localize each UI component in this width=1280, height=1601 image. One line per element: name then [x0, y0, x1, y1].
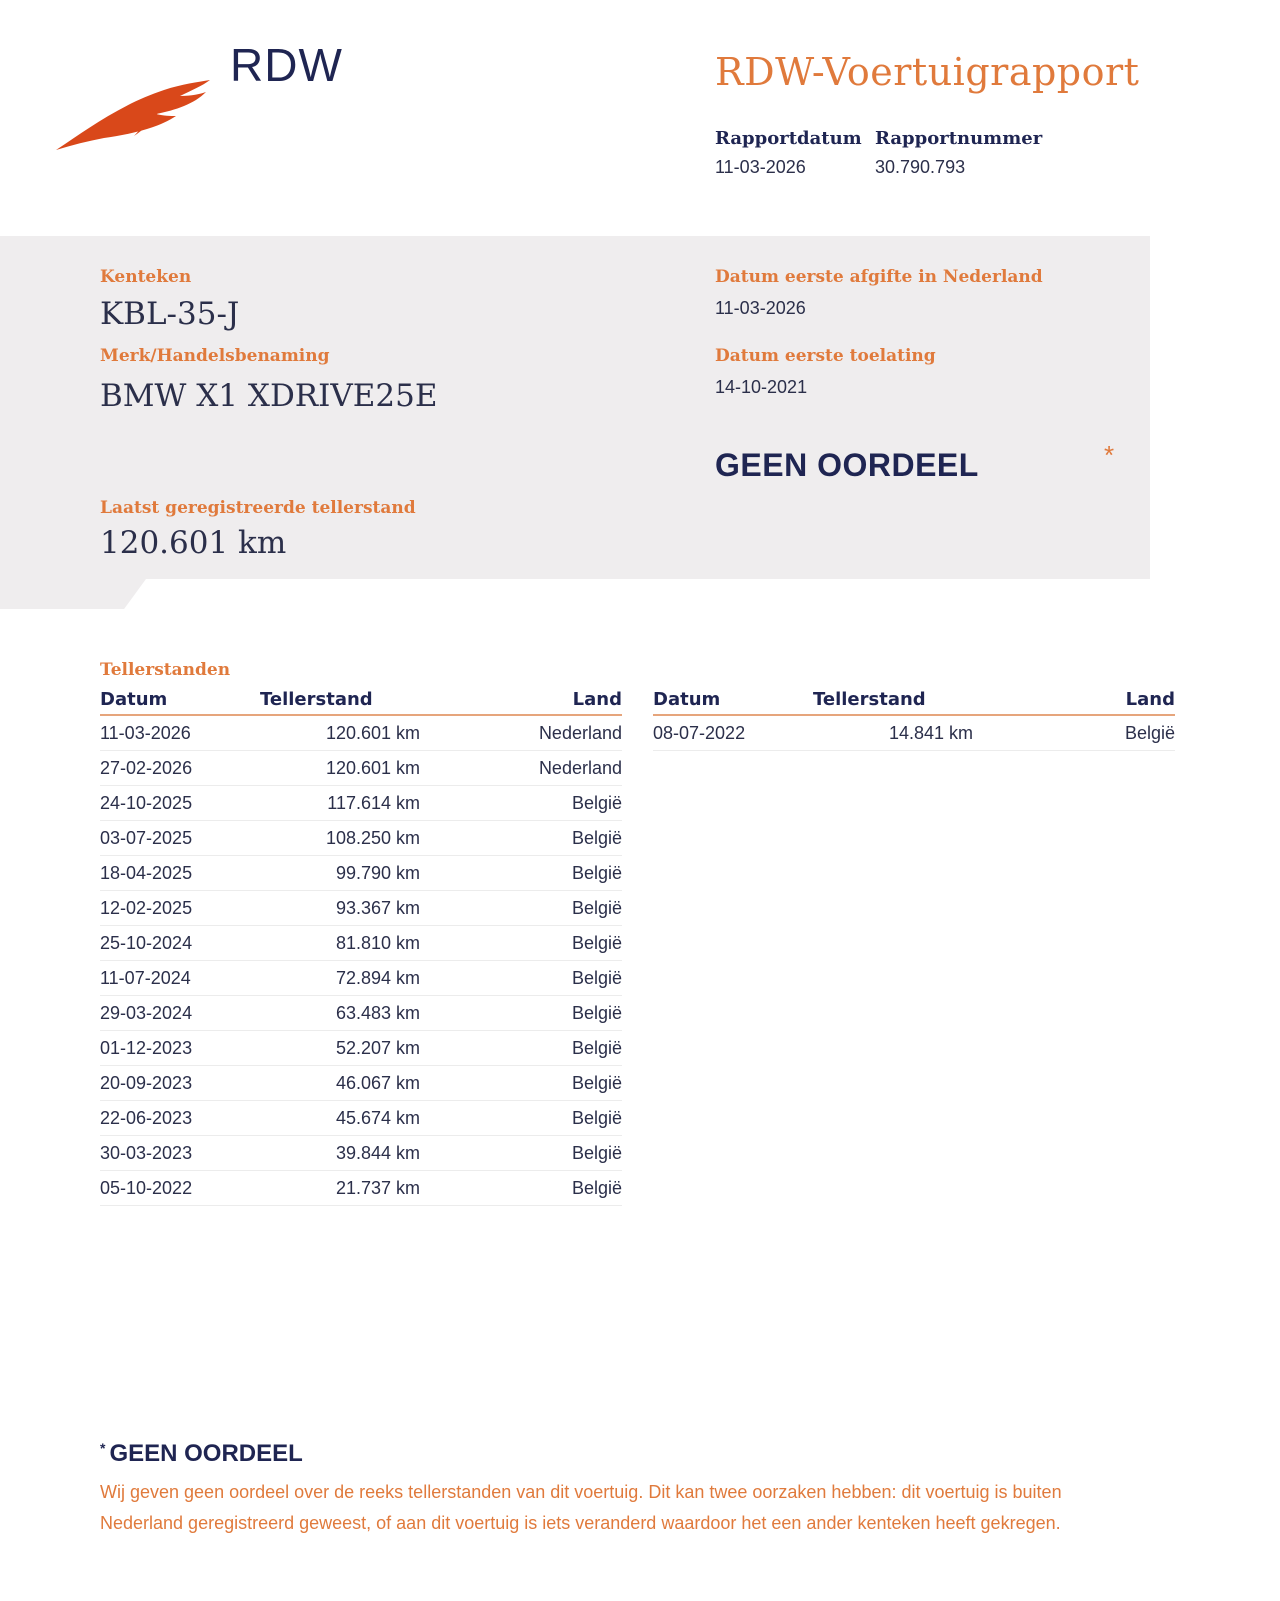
row-country: België — [420, 1101, 622, 1136]
table-row — [653, 715, 1175, 751]
plate-value: KBL-35-J — [100, 296, 240, 332]
row-odometer: 14.841 km — [813, 715, 973, 751]
odometer-table-right — [653, 689, 1175, 751]
row-country: België — [420, 1066, 622, 1101]
row-country: België — [420, 1031, 622, 1066]
row-date: 01-12-2023 — [100, 1031, 260, 1066]
row-country: België — [420, 1171, 622, 1206]
row-odometer: 99.790 km — [260, 856, 420, 891]
verdict-status: GEEN OORDEEL — [715, 447, 979, 483]
column-header-odometer: Tellerstand — [260, 689, 420, 715]
row-odometer: 108.250 km — [260, 821, 420, 856]
table-row — [100, 996, 622, 1031]
row-date: 30-03-2023 — [100, 1136, 260, 1171]
column-header-date: Datum — [653, 689, 813, 715]
row-odometer: 120.601 km — [260, 751, 420, 786]
row-date: 05-10-2022 — [100, 1171, 260, 1206]
odometer-label: Laatst geregistreerde tellerstand — [100, 498, 416, 518]
odometer-value: 120.601 km — [100, 525, 287, 561]
column-header-country: Land — [420, 689, 622, 715]
footnote-text: Wij geven geen oordeel over de reeks tellerstanden van dit voertuig. Dit kan twee oorzaken hebben: dit voertuig is buiten Nederland geregistreerd geweest, of aan dit voertuig is iets veranderd waardoor het een ander kenteken heeft gekregen. — [100, 1482, 1062, 1533]
table-row — [100, 786, 622, 821]
row-date: 18-04-2025 — [100, 856, 260, 891]
table-row — [100, 856, 622, 891]
panel-tab-decoration — [0, 579, 146, 609]
row-odometer: 52.207 km — [260, 1031, 420, 1066]
row-odometer: 120.601 km — [260, 715, 420, 751]
table-row — [100, 1101, 622, 1136]
odometer-readings-heading: Tellerstanden — [100, 660, 231, 680]
row-country: België — [420, 961, 622, 996]
row-odometer: 45.674 km — [260, 1101, 420, 1136]
row-date: 29-03-2024 — [100, 996, 260, 1031]
make-label: Merk/Handelsbenaming — [100, 346, 330, 366]
row-odometer: 21.737 km — [260, 1171, 420, 1206]
row-date: 27-02-2026 — [100, 751, 260, 786]
table-row — [100, 891, 622, 926]
table-row — [100, 715, 622, 751]
report-date: 11-03-2026 — [715, 157, 806, 177]
first-admission-value: 14-10-2021 — [715, 377, 808, 397]
row-date: 20-09-2023 — [100, 1066, 260, 1101]
first-nl-label: Datum eerste afgifte in Nederland — [715, 267, 1043, 287]
footnote-title-text: GEEN OORDEEL — [109, 1440, 303, 1467]
row-date: 22-06-2023 — [100, 1101, 260, 1136]
table-row — [100, 961, 622, 996]
row-country: Nederland — [420, 715, 622, 751]
row-odometer: 117.614 km — [260, 786, 420, 821]
column-header-odometer: Tellerstand — [813, 689, 973, 715]
first-nl-value: 11-03-2026 — [715, 298, 806, 318]
column-header-date: Datum — [100, 689, 260, 715]
row-date: 08-07-2022 — [653, 715, 813, 751]
table-row — [100, 1031, 622, 1066]
row-odometer: 72.894 km — [260, 961, 420, 996]
footnote-title — [100, 1440, 303, 1468]
report-date-label: Rapportdatum — [715, 128, 862, 149]
row-odometer: 39.844 km — [260, 1136, 420, 1171]
report-title: RDW-Voertuigrapport — [715, 50, 1140, 94]
table-row — [100, 1171, 622, 1206]
report-number-label: Rapportnummer — [875, 128, 1043, 149]
verdict-footnote-marker: * — [1104, 440, 1115, 470]
row-odometer: 93.367 km — [260, 891, 420, 926]
table-row — [100, 1066, 622, 1101]
footnote-marker: * — [100, 1440, 106, 1456]
row-date: 11-07-2024 — [100, 961, 260, 996]
brand-name: RDW — [230, 39, 343, 91]
row-date: 12-02-2025 — [100, 891, 260, 926]
row-country: België — [420, 1136, 622, 1171]
odometer-table-left — [100, 689, 622, 1206]
row-odometer: 81.810 km — [260, 926, 420, 961]
make-value: BMW X1 XDRIVE25E — [100, 378, 438, 414]
row-country: België — [973, 715, 1175, 751]
row-country: België — [420, 996, 622, 1031]
row-date: 03-07-2025 — [100, 821, 260, 856]
column-header-country: Land — [973, 689, 1175, 715]
row-country: België — [420, 821, 622, 856]
row-odometer: 63.483 km — [260, 996, 420, 1031]
table-row — [100, 1136, 622, 1171]
row-odometer: 46.067 km — [260, 1066, 420, 1101]
plate-label: Kenteken — [100, 267, 192, 287]
row-date: 24-10-2025 — [100, 786, 260, 821]
row-country: België — [420, 926, 622, 961]
report-number: 30.790.793 — [875, 157, 966, 177]
table-row — [100, 751, 622, 786]
row-country: België — [420, 856, 622, 891]
row-date: 25-10-2024 — [100, 926, 260, 961]
first-admission-label: Datum eerste toelating — [715, 346, 936, 366]
row-country: België — [420, 891, 622, 926]
rdw-logo-icon — [52, 66, 212, 156]
row-country: Nederland — [420, 751, 622, 786]
row-date: 11-03-2026 — [100, 715, 260, 751]
table-row — [100, 821, 622, 856]
table-row — [100, 926, 622, 961]
row-country: België — [420, 786, 622, 821]
